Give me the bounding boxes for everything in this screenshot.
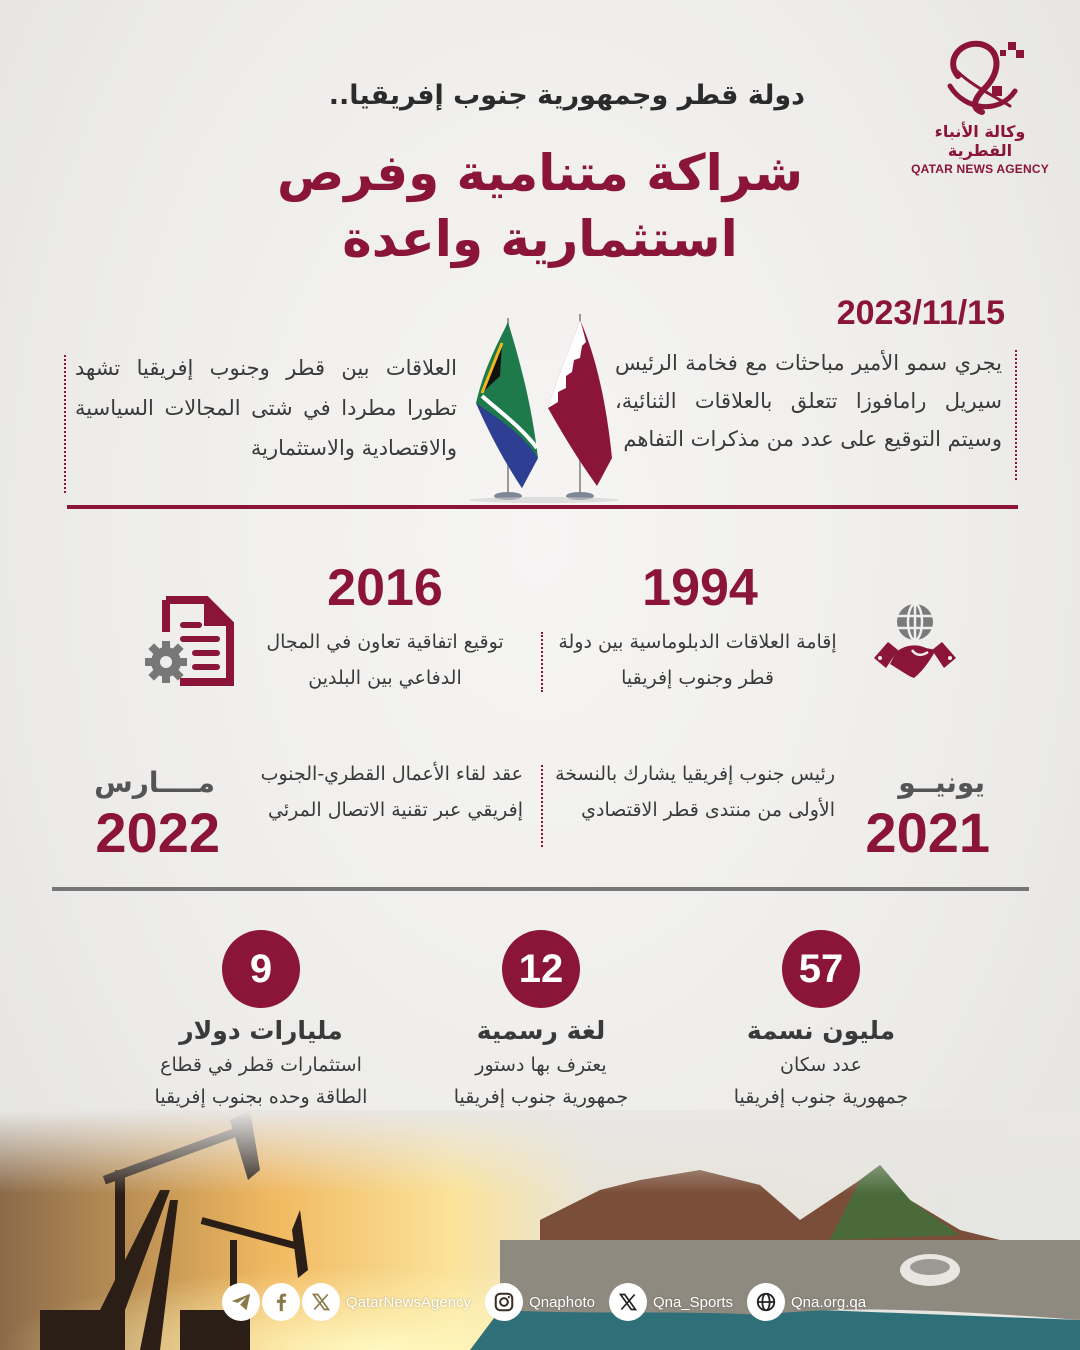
social-handle-qnaphoto[interactable]: Qnaphoto: [529, 1293, 595, 1311]
relations-description: العلاقات بين قطر وجنوب إفريقيا تشهد تطورا مطردا في شتى المجالات السياسية والاقتصادية والاستثمارية: [75, 356, 457, 460]
stat-value-badge: 12: [502, 930, 580, 1008]
dotted-divider: [64, 355, 66, 493]
dotted-divider: [1015, 350, 1017, 480]
stat-label: مليارات دولار: [179, 1016, 343, 1045]
social-handle-qatarnewsagency[interactable]: QatarNewsAgency: [346, 1293, 472, 1311]
stat-label: مليون نسمة: [746, 1016, 896, 1045]
stat-desc-line1: يعترف بها دستور: [475, 1054, 607, 1076]
stat-desc-line1: استثمارات قطر في قطاع: [160, 1054, 362, 1076]
timeline-text-1994: إقامة العلاقات الدبلوماسية بين دولة قطر وجنوب إفريقيا: [558, 631, 837, 689]
timeline-text-2022: عقد لقاء الأعمال القطري-الجنوب إفريقي عبر تقنية الاتصال المرئي: [260, 763, 523, 821]
timeline-text-2021: رئيس جنوب إفريقيا يشارك بالنسخة الأولى من منتدى قطر الاقتصادي: [555, 763, 835, 821]
instagram-icon[interactable]: [485, 1283, 523, 1321]
social-handle-qna-sports[interactable]: Qna_Sports: [652, 1293, 733, 1311]
page-title: شراكة متنامية وفرص استثمارية واعدة: [276, 144, 804, 268]
qna-logo: [905, 36, 1055, 176]
stat-value-badge: 57: [782, 930, 860, 1008]
qna-emblem-icon: [930, 36, 1030, 118]
timeline-text-2016: توقيع اتفاقية تعاون في المجال الدفاعي بين البلدين: [266, 631, 504, 689]
globe-handshake-icon: [868, 598, 963, 688]
timeline-year-1994: 1994: [642, 559, 758, 617]
social-links-bar: [222, 1282, 880, 1322]
website-link[interactable]: Qna.org.qa: [791, 1293, 867, 1311]
page-subtitle: دولة قطر وجمهورية جنوب إفريقيا..: [328, 80, 805, 111]
stat-label: لغة رسمية: [476, 1016, 606, 1045]
stat-desc-line2: جمهورية جنوب إفريقيا: [733, 1086, 909, 1108]
visit-description: يجري سمو الأمير مباحثات مع فخامة الرئيس سيريل رامافوزا تتعلق بالعلاقات الثنائية، وسيتم التوقيع على عدد من مذكرات التفاهم: [615, 351, 1002, 451]
qatar-flag: [548, 314, 612, 500]
facebook-icon[interactable]: [262, 1283, 300, 1321]
timeline-year-2022: 2022: [95, 801, 220, 864]
dotted-divider: [541, 632, 543, 692]
x-icon[interactable]: [302, 1283, 340, 1321]
logo-arabic-name: وكالة الأنباء القطرية: [934, 122, 1026, 160]
section-divider: [52, 887, 1029, 891]
stat-desc-line2: الطاقة وحده بجنوب إفريقيا: [154, 1086, 368, 1108]
stat-languages: [401, 930, 681, 1113]
timeline-month-2021: يونيــو: [898, 766, 985, 799]
globe-icon[interactable]: [747, 1283, 785, 1321]
stat-population: [681, 930, 961, 1113]
dotted-divider: [541, 765, 543, 847]
timeline-year-2016: 2016: [327, 559, 443, 617]
stat-desc-line1: عدد سكان: [780, 1054, 862, 1076]
visit-date: 2023/11/15: [836, 294, 1005, 332]
timeline-year-2021: 2021: [865, 801, 990, 864]
document-gear-icon: [140, 596, 235, 691]
x-icon[interactable]: [609, 1283, 647, 1321]
south-africa-flag: [476, 318, 538, 500]
stat-value-badge: 9: [222, 930, 300, 1008]
stat-desc-line2: جمهورية جنوب إفريقيا: [453, 1086, 629, 1108]
telegram-icon[interactable]: [222, 1283, 260, 1321]
section-divider: [67, 505, 1018, 509]
timeline-month-2022: مــــارس: [94, 766, 215, 799]
flags-illustration: [462, 308, 632, 508]
stat-investments: [121, 930, 401, 1113]
logo-english-name: QATAR NEWS AGENCY: [911, 162, 1049, 176]
